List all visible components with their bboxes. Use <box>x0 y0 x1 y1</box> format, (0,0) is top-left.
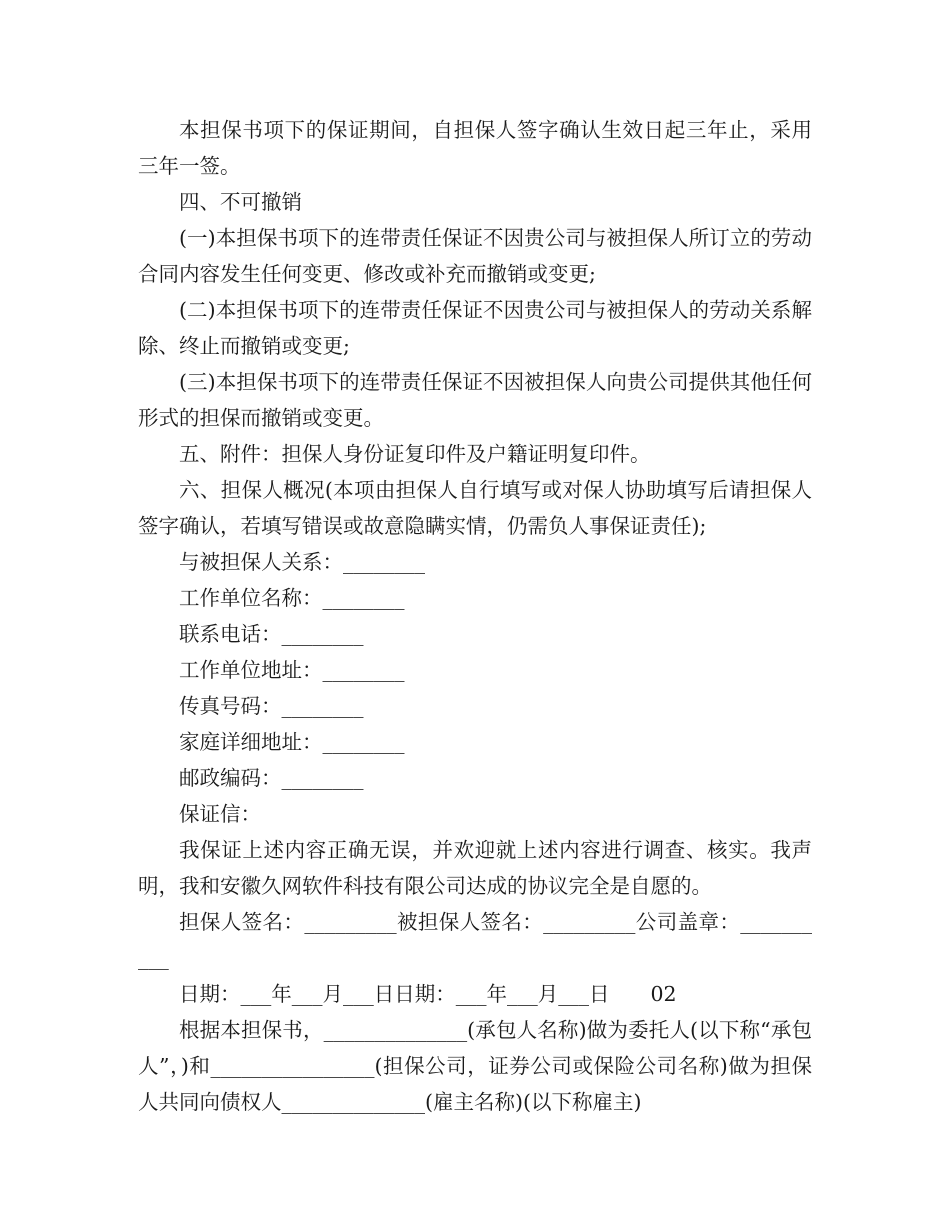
document-body <box>138 112 812 1120</box>
date-line: 日期：___年___月___日日期：___年___月___日 02 <box>179 982 677 1006</box>
paragraph-declaration: 我保证上述内容正确无误，并欢迎就上述内容进行调查、核实。我声明，我和安徽久网软件科技有限公司达成的协议完全是自愿的。 <box>138 838 812 898</box>
paragraph-bond-intro: 根据本担保书，______________(承包人名称)做为委托人(以下称“承包人”，)和________________(担保公司，证券公司或保险公司名称)做为担保人共同向债权人______________(雇主名称)(以下称雇主) <box>138 1018 812 1114</box>
heading-guarantee-letter: 保证信： <box>179 802 261 826</box>
paragraph-clause-2: (二)本担保书项下的连带责任保证不因贵公司与被担保人的劳动关系解除、终止而撤销或变更; <box>138 298 812 358</box>
field-relationship: 与被担保人关系：________ <box>179 550 425 574</box>
paragraph-clause-1: (一)本担保书项下的连带责任保证不因贵公司与被担保人所订立的劳动合同内容发生任何变更、修改或补充而撤销或变更; <box>138 226 812 286</box>
heading-irrevocable: 四、不可撤销 <box>179 190 302 214</box>
field-employer-name: 工作单位名称：________ <box>179 586 405 610</box>
paragraph-guarantee-period: 本担保书项下的保证期间，自担保人签字确认生效日起三年止，采用三年一签。 <box>138 118 812 178</box>
signature-line: 担保人签名：_________被担保人签名：_________公司盖章：__________ <box>138 910 812 970</box>
paragraph-attachments: 五、附件：担保人身份证复印件及户籍证明复印件。 <box>179 442 651 466</box>
field-home-address: 家庭详细地址：________ <box>179 730 405 754</box>
paragraph-clause-3: (三)本担保书项下的连带责任保证不因被担保人向贵公司提供其他任何形式的担保而撤销或变更。 <box>138 370 812 430</box>
paragraph-guarantor-overview: 六、担保人概况(本项由担保人自行填写或对保人协助填写后请担保人签字确认，若填写错误或故意隐瞒实情，仍需负人事保证责任); <box>138 478 812 538</box>
field-postal-code: 邮政编码：________ <box>179 766 364 790</box>
field-phone: 联系电话：________ <box>179 622 364 646</box>
field-employer-address: 工作单位地址：________ <box>179 658 405 682</box>
field-fax: 传真号码：________ <box>179 694 364 718</box>
